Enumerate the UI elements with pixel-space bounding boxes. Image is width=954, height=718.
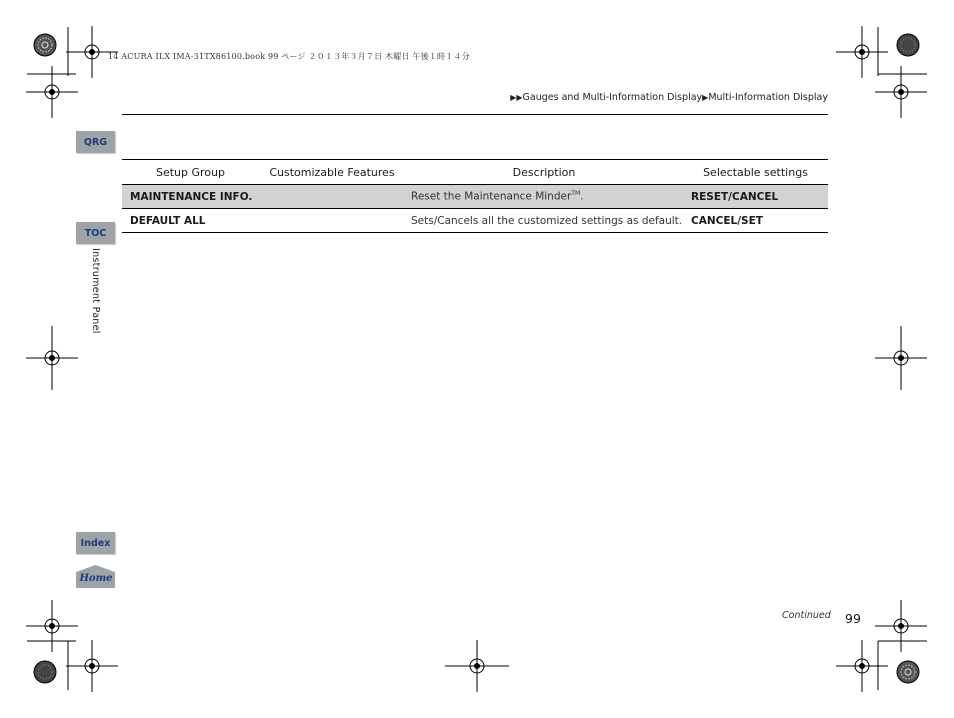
breadcrumb-separator: ▶ [702,93,709,102]
setting-option: CANCEL [732,190,779,203]
breadcrumb-arrows: ▶▶ [510,93,523,102]
breadcrumb [510,92,828,103]
column-header-description: Description [405,160,683,185]
breadcrumb-current[interactable]: Multi-Information Display [708,92,828,103]
table-row [122,209,828,233]
settings-table [122,159,828,233]
setting-option: RESET [691,190,729,203]
home-icon [76,565,115,588]
home-button[interactable] [76,565,115,588]
setting-option: SET [741,214,763,227]
setting-separator: / [737,214,742,227]
description-end: . [580,190,584,203]
continued-label: Continued [782,610,831,621]
description-text: Reset the Maintenance Minder [411,190,572,203]
file-header: 14 ACURA ILX IMA-31TX86100.book 99 ページ ２０１３年３月７日 木曜日 午後１時１４分 [108,52,470,61]
column-header-features: Customizable Features [259,160,405,185]
qrg-button[interactable]: QRG [76,131,115,153]
page-number: 99 [845,611,861,626]
feature-cell [259,185,405,209]
table-header-row [122,160,828,185]
column-header-setup-group: Setup Group [122,160,259,185]
header-rule [122,114,828,115]
column-header-settings: Selectable settings [683,160,828,185]
feature-cell [259,209,405,233]
description-cell: Sets/Cancels all the customized settings as default. [405,209,683,233]
registration-targets [26,26,927,692]
setting-separator: / [728,190,732,203]
index-button[interactable]: Index [76,532,115,554]
breadcrumb-link-gauges[interactable]: Gauges and Multi-Information Display [522,92,703,103]
setup-group-cell: DEFAULT ALL [122,209,259,233]
setting-option: CANCEL [691,214,738,227]
setup-group-cell: MAINTENANCE INFO. [122,185,259,209]
trademark-mark: TM [571,190,581,198]
section-label: Instrument Panel [90,248,101,334]
description-cell [405,185,683,209]
star-targets [34,34,919,683]
settings-cell [683,185,828,209]
home-label: Home [79,573,113,584]
toc-button[interactable]: TOC [76,222,115,244]
settings-cell [683,209,828,233]
table-row [122,185,828,209]
